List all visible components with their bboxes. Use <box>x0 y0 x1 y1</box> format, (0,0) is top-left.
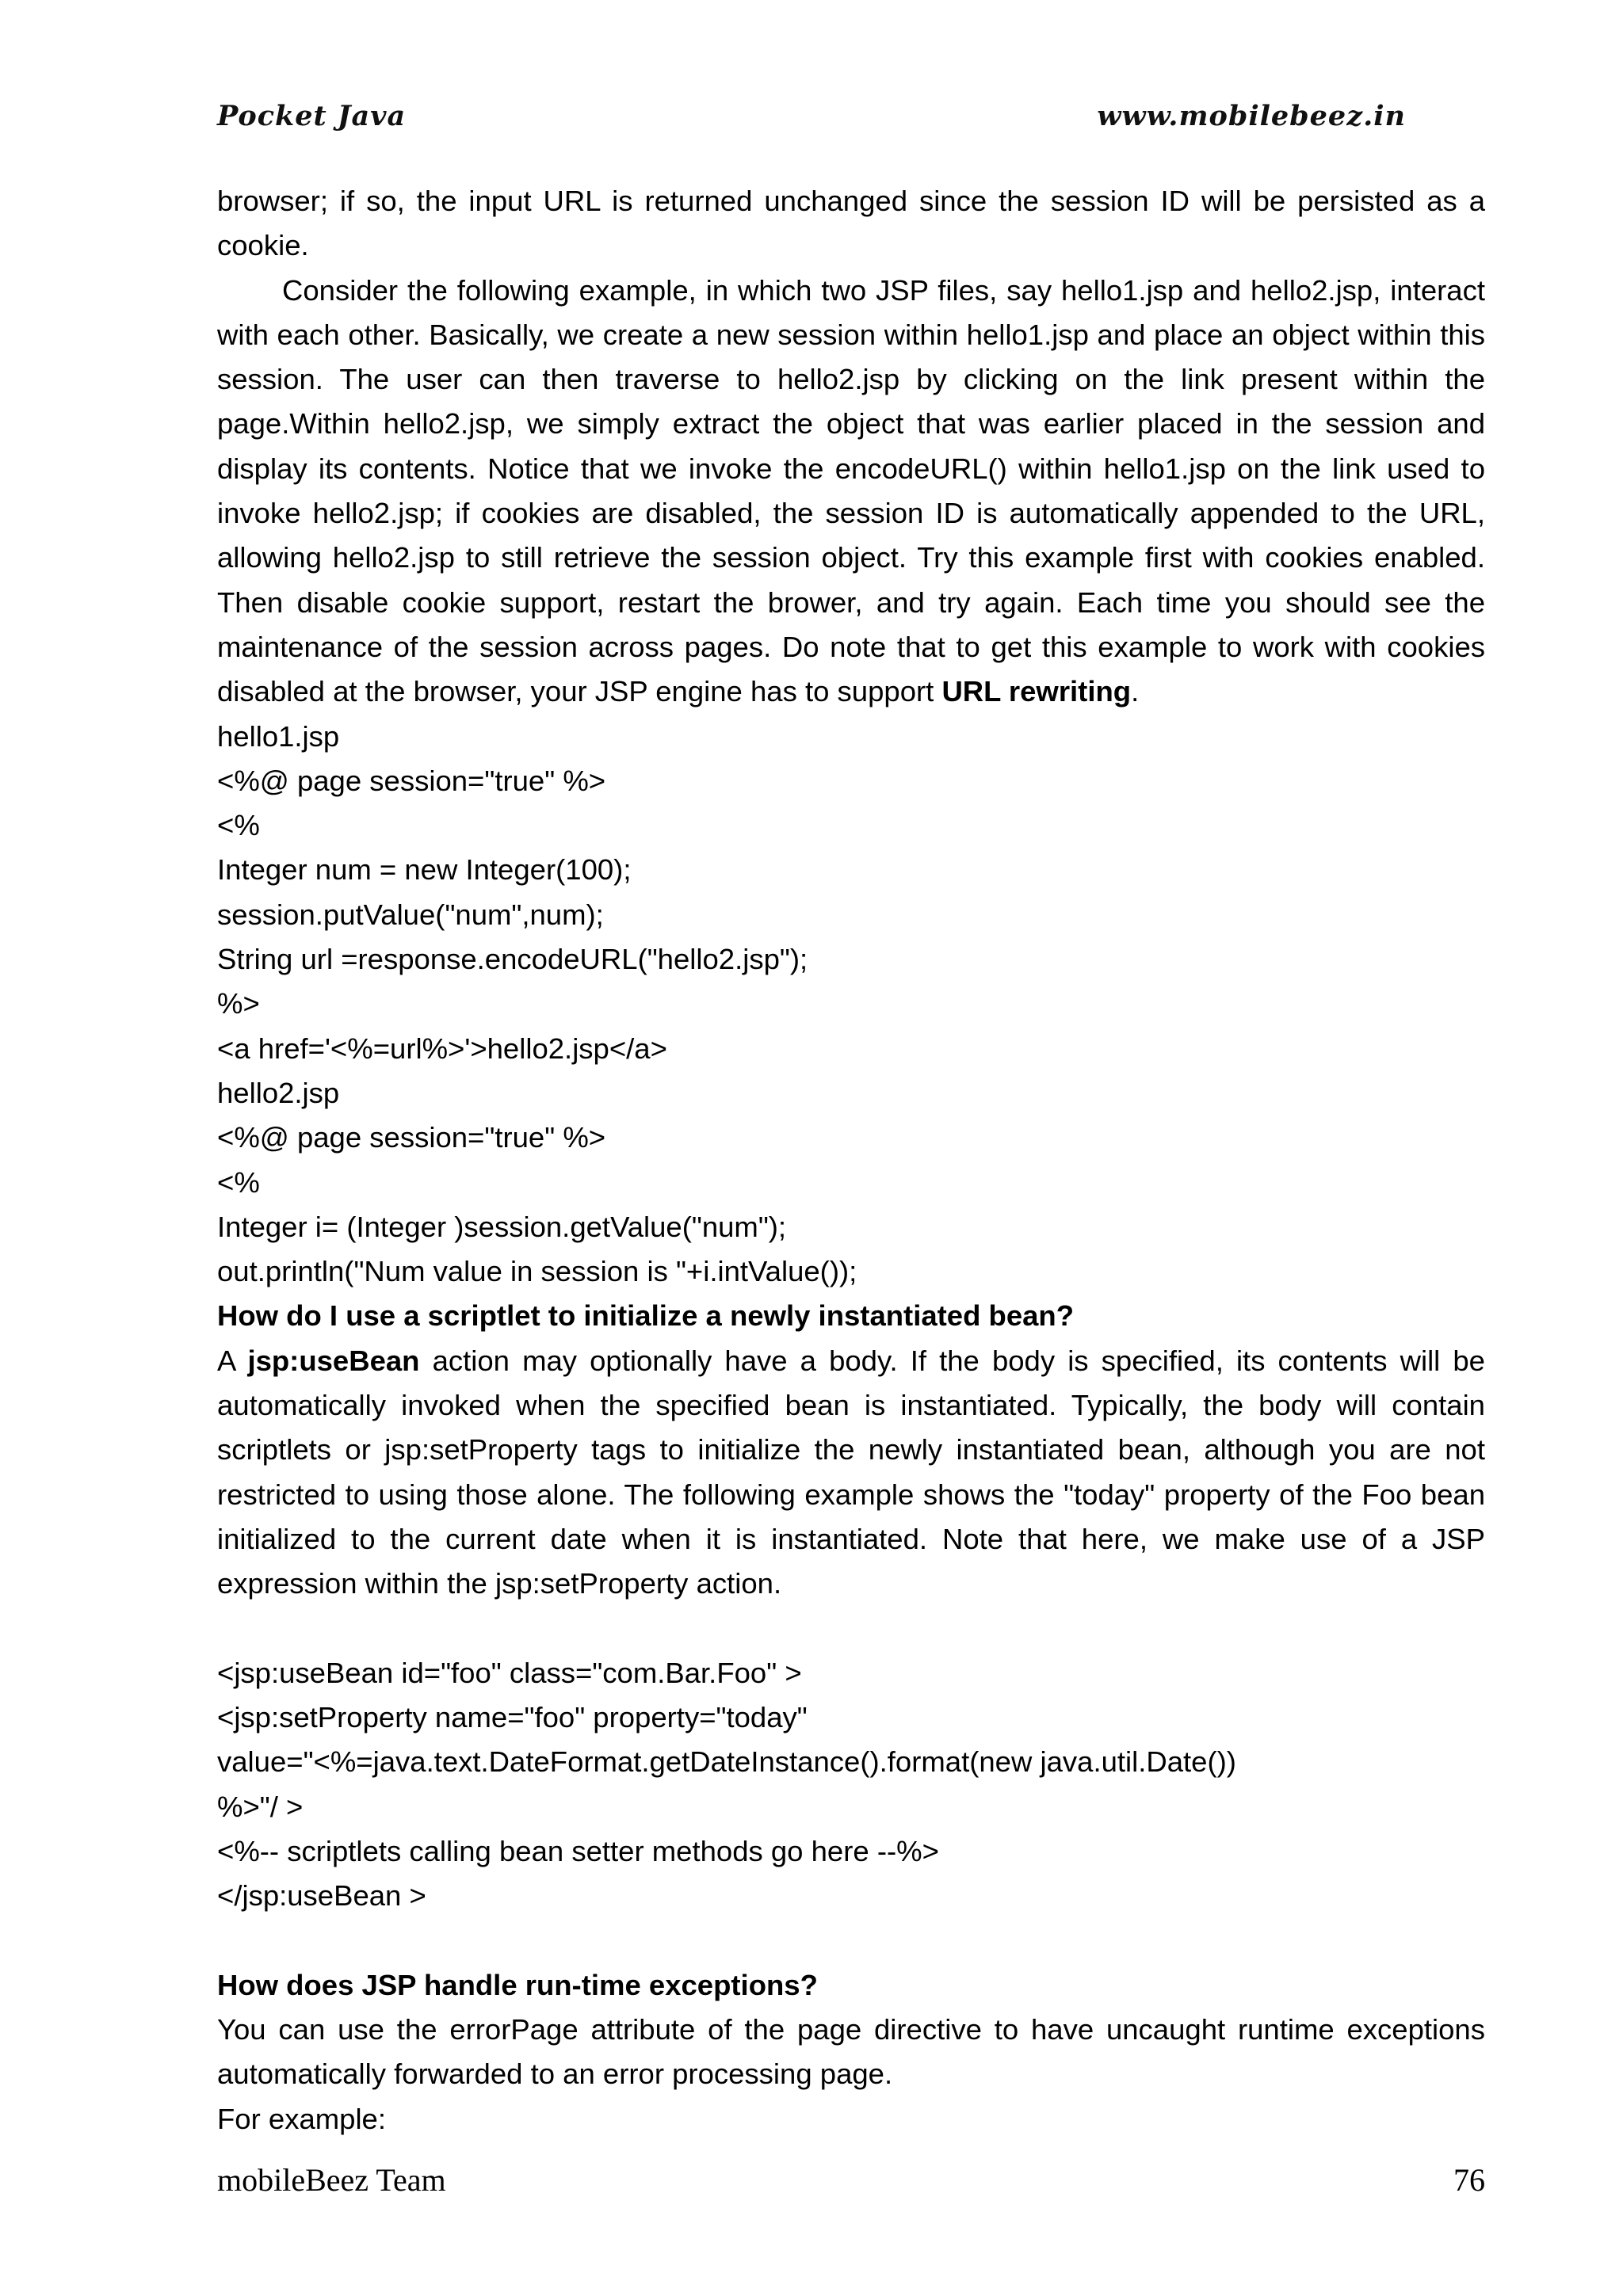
code-line: <jsp:setProperty name="foo" property="today" <box>217 1701 808 1734</box>
code-line: </jsp:useBean > <box>217 1879 426 1913</box>
blank-line <box>217 1607 1485 1651</box>
code-line: <a href='<%=url%>'>hello2.jsp</a> <box>217 1032 667 1065</box>
page-content <box>217 179 1485 2142</box>
page-footer <box>217 2161 1485 2206</box>
code-block-hello-jsp <box>217 715 1485 1295</box>
code-line: <%@ page session="true" %> <box>217 764 606 797</box>
paragraph-usebean <box>217 1339 1485 1607</box>
section-heading-scriptlet-bean: How do I use a scriptlet to initialize a newly instantiated bean? <box>217 1299 1075 1333</box>
code-line: Integer num = new Integer(100); <box>217 853 632 887</box>
code-line: <% <box>217 809 260 842</box>
code-line: <% <box>217 1165 260 1199</box>
paragraph-cookie-note: browser; if so, the input URL is returned unchanged since the session ID will be persisted as a cookie. <box>217 185 1485 262</box>
code-line: %> <box>217 987 260 1020</box>
paragraph-example-intro-end: . <box>1131 675 1140 708</box>
url-rewriting-term: URL rewriting <box>941 675 1132 708</box>
code-line: <%@ page session="true" %> <box>217 1121 606 1154</box>
paragraph-usebean-start: A <box>217 1344 248 1377</box>
paragraph-example-intro <box>217 269 1485 715</box>
code-line: <jsp:useBean id="foo" class="com.Bar.Foo" > <box>217 1656 802 1689</box>
code-line: Integer i= (Integer )session.getValue("num"); <box>217 1210 787 1243</box>
paragraph-example-intro-text: Consider the following example, in which two JSP files, say hello1.jsp and hello2.jsp, interact with each other. Basically, we create a new session within hello1.jsp and place an object within this session. The user can then traverse to hello2.jsp by clicking on the link present within the page.Within hello2.jsp, we simply extract the object that was earlier placed in the session and display its contents. Notice that we invoke the encodeURL() within hello1.jsp on the link used to invoke hello2.jsp; if cookies are disabled, the session ID is automatically appended to the URL, allowing hello2.jsp to still retrieve the session object. Try this example first with cookies enabled. Then disable cookie support, restart the brower, and try again. Each time you should see the maintenance of the session across pages. Do note that to get this example to work with cookies disabled at the browser, your JSP engine has to support <box>217 273 1485 708</box>
code-line: value="<%=java.text.DateFormat.getDateInstance().format(new java.util.Date()) <box>217 1745 1236 1779</box>
code-line: out.println("Num value in session is "+i.intValue()); <box>217 1255 857 1288</box>
usebean-term: jsp:useBean <box>247 1344 420 1377</box>
code-line: <%-- scriptlets calling bean setter methods go here --%> <box>217 1834 939 1867</box>
book-title: Pocket Java <box>217 100 407 132</box>
code-line: hello2.jsp <box>217 1076 340 1109</box>
paragraph-for-example: For example: <box>217 2102 386 2135</box>
page-header <box>217 100 1406 147</box>
page-number: 76 <box>1453 2162 1485 2198</box>
blank-line <box>217 1919 1485 1963</box>
paragraph-usebean-text: action may optionally have a body. If the body is specified, its contents will be automatically invoked when the specified bean is instantiated. Typically, the body will contain scriptlets or jsp:setProperty tags to initialize the newly instantiated bean, although you are not restricted to using those alone. The following example shows the "today" property of the Foo bean initialized to the current date when it is instantiated. Note that here, we make use of a JSP expression within the jsp:setProperty action. <box>217 1344 1485 1600</box>
code-line: String url =response.encodeURL("hello2.jsp"); <box>217 943 808 976</box>
website-url: www.mobilebeez.in <box>1097 100 1406 132</box>
section-heading-runtime-exceptions: How does JSP handle run-time exceptions? <box>217 1968 818 2001</box>
paragraph-errorpage: You can use the errorPage attribute of the page directive to have uncaught runtime exceptions automatically forwarded to an error processing page. <box>217 2013 1485 2091</box>
code-line: session.putValue("num",num); <box>217 898 604 931</box>
code-line: %>"/ > <box>217 1790 304 1823</box>
footer-team: mobileBeez Team <box>217 2162 446 2198</box>
code-line: hello1.jsp <box>217 719 340 753</box>
code-block-usebean <box>217 1651 1485 1919</box>
